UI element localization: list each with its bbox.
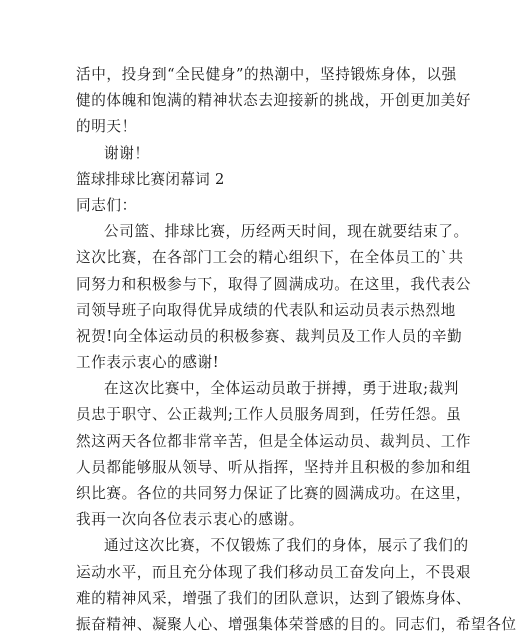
- salutation: 同志们：: [76, 196, 137, 214]
- paragraph-line: 织比赛。各位的共同努力保证了比赛的圆满成功。在这里，: [76, 485, 472, 502]
- paragraph-line: 通过这次比赛，不仅锻炼了我们的身体，展示了我们的: [104, 537, 469, 555]
- paragraph-line: 员忠于职守、公正裁判;工作人员服务周到，任劳任怨。虽: [76, 406, 462, 424]
- paragraph-line: 难的精神风采，增强了我们的团队意识，达到了锻炼身体、: [76, 589, 472, 607]
- paragraph-line: 运动水平，而且充分体现了我们移动员工奋发向上，不畏艰: [76, 563, 472, 581]
- closing-thanks: 谢谢！: [104, 144, 150, 162]
- document-body: [76, 62, 517, 638]
- paragraph-line: 健的体魄和饱满的精神状态去迎接新的挑战，开创更加美好: [76, 92, 472, 110]
- paragraph-line: 工作表示衷心的感谢!: [76, 354, 220, 372]
- paragraph-line: 振奋精神、凝聚人心、增强集体荣誉感的目的。同志们，希望各位: [76, 615, 517, 633]
- paragraph-line: 在这次比赛中，全体运动员敢于拼搏，勇于进取;裁判: [104, 380, 459, 398]
- paragraph-line: 然这两天各位都非常辛苦，但是全体运动员、裁判员、工作: [76, 432, 472, 450]
- section-title: 篮球排球比赛闭幕词 2: [76, 170, 225, 188]
- paragraph-line: 公司篮、排球比赛，历经两天时间，现在就要结束了。: [104, 223, 469, 241]
- paragraph-line: 这次比赛，在各部门工会的精心组织下，在全体员工的`共: [76, 249, 464, 267]
- paragraph-line: 活中，投身到“全民健身”的热潮中，坚持锻炼身体，以强: [76, 66, 457, 83]
- paragraph-line: 我再一次向各位表示衷心的感谢。: [76, 511, 304, 529]
- paragraph-line: 祝贺!向全体运动员的积极参赛、裁判员及工作人员的辛勤: [76, 327, 463, 345]
- paragraph-line: 司领导班子向取得优异成绩的代表队和运动员表示热烈地: [76, 301, 456, 319]
- paragraph-line: 人员都能够服从领导、听从指挥，坚持并且积极的参加和组: [76, 458, 472, 476]
- paragraph-line: 的明天！: [76, 118, 137, 136]
- paragraph-line: 同努力和积极参与下，取得了圆满成功。在这里，我代表公: [76, 275, 472, 293]
